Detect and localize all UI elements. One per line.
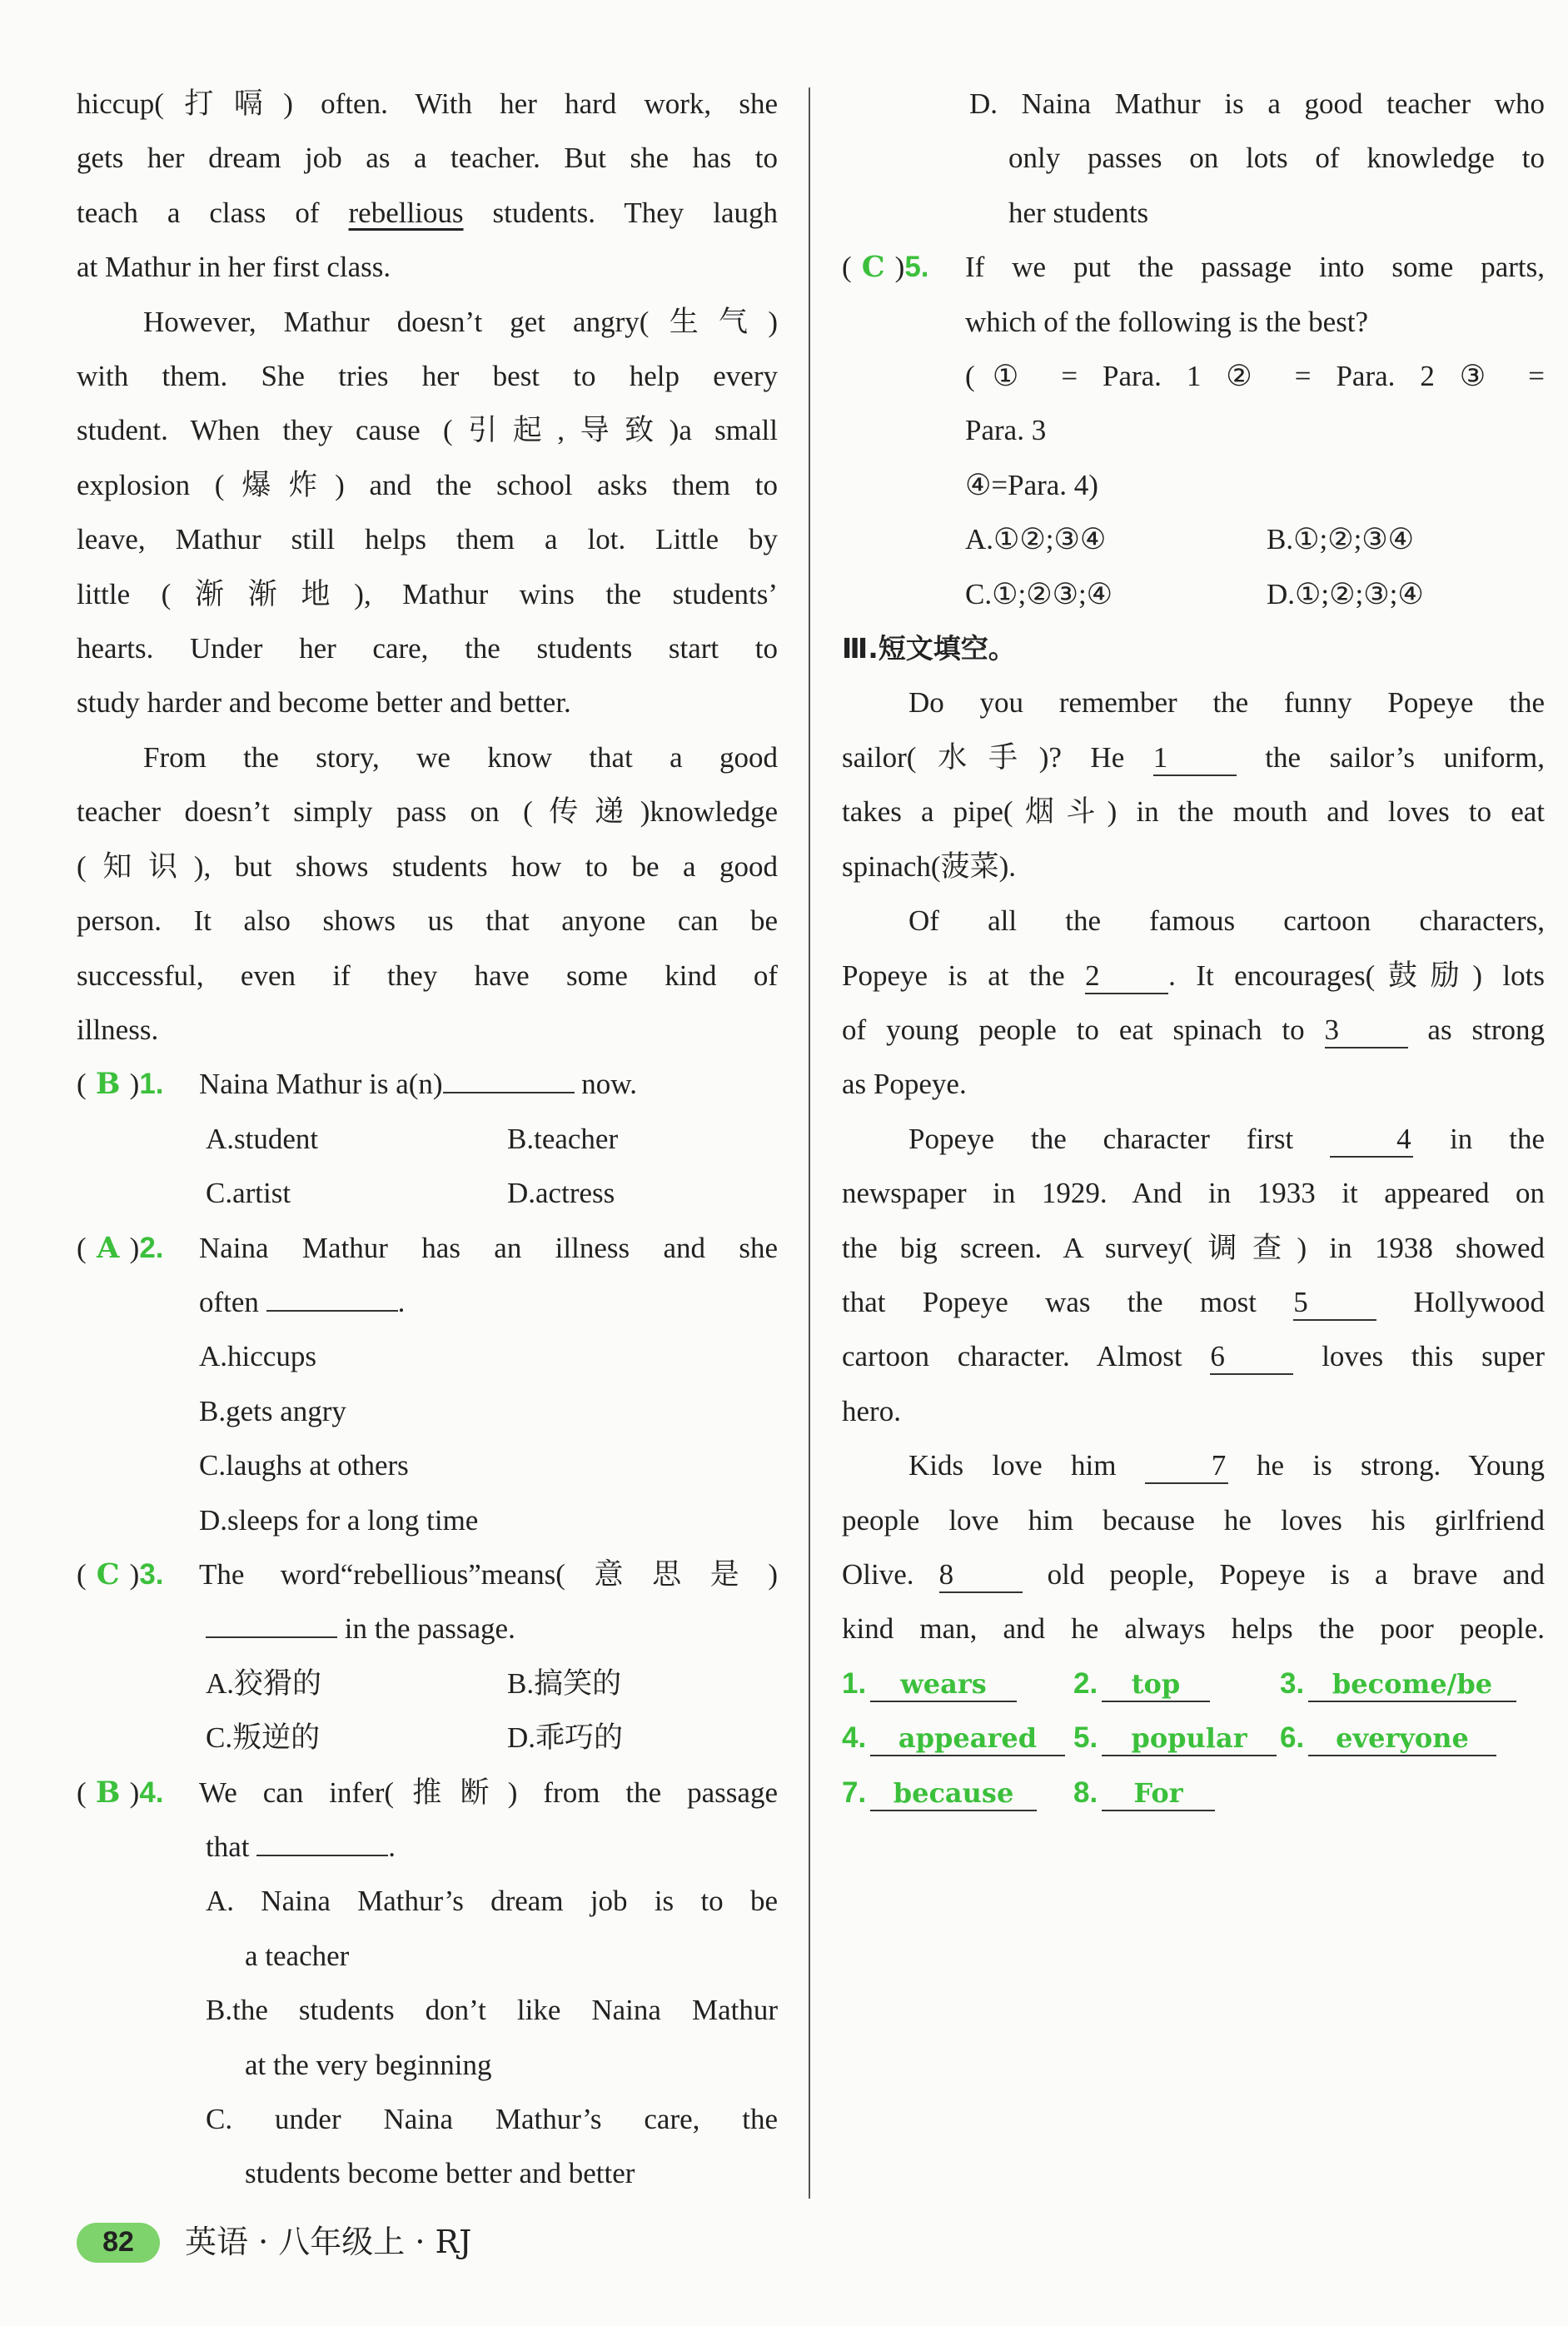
passage-paragraph-1 [77,77,778,295]
text-line: teacher doesn’t simply pass on (传递)knowledge [77,795,778,829]
question-stem [77,1057,778,1111]
question-number: 3. [139,1557,164,1591]
answer-number: 1. [842,1666,867,1700]
options-row [77,1656,778,1711]
option-a: A.狡猾的 [206,1666,322,1700]
answer-letter: C [861,250,885,285]
option-d: D.乖巧的 [507,1721,624,1755]
text-line [842,1003,1545,1057]
option-b: B.the students don’t like Naina Mathur [206,1994,778,2027]
text-line: Of all the famous cartoon characters, [908,904,1545,938]
answer-row [842,1656,1545,1711]
answer-row [842,1766,1545,1820]
cloze-blank-4: 4 [1330,1123,1413,1158]
text-span: sailor(水手)? He [842,740,1153,774]
stem-continued [77,1601,778,1656]
stem-continued [77,1275,778,1329]
text-line: hearts. Under her care, the students start to [77,632,778,665]
option-c-continued: students become better and better [245,2157,635,2190]
text-line: takes a pipe(烟斗) in the mouth and loves to eat [842,795,1545,829]
text-span: Olive. [842,1557,939,1591]
answer-mark: ( C )5. [842,240,965,294]
text-line: study harder and become better and better. [77,686,571,720]
question-5 [842,240,1545,621]
question-number: 1. [139,1068,164,1101]
answer-value: popular [1102,1721,1277,1756]
text-line [842,730,1545,784]
answer-row [842,1711,1545,1765]
option-a: A.student [206,1122,319,1155]
answer-number: 2. [1073,1666,1098,1700]
question-4 [77,1766,778,2201]
cloze-blank-8: 8 [939,1558,1023,1593]
stem-text: We can infer(推断) from the passage [199,1776,778,1809]
text-line [842,949,1545,1003]
text-line: little (渐渐地), Mathur wins the students’ [77,577,778,610]
option-c: C.①;②③;④ [965,577,1113,610]
stem-text [199,1057,778,1111]
text-line [842,1438,1545,1492]
text-line: From the story, we know that a good [143,740,778,774]
text-line: gets her dream job as a teacher. But she has to [77,142,778,175]
text-line [842,1275,1545,1329]
answer-number: 6. [1280,1721,1305,1755]
text-line [842,1329,1545,1383]
text-span: that Popeye was the most [842,1285,1294,1318]
text-span: Popeye the character first [908,1122,1331,1155]
text-line: hiccup(打嗝) often. With her hard work, she [77,87,778,120]
text-line: successful, even if they have some kind of [77,959,778,992]
answer-item [1280,1656,1516,1711]
text-span: Kids love him [908,1449,1145,1482]
text-span: . It encourages(鼓励) lots [1168,959,1545,992]
text-span: as strong [1407,1013,1546,1046]
cloze-paragraph-1 [842,675,1545,894]
question-number: 5. [904,251,929,284]
option-d-continued: her students [1008,196,1149,229]
option-b: B.gets angry [199,1394,346,1427]
answer-item [842,1656,1073,1711]
option-b: B.teacher [507,1122,619,1155]
text-span: cartoon character. Almost [842,1340,1211,1373]
text-line: illness. [77,1013,159,1046]
text-span: Hollywood [1376,1285,1546,1318]
text-span: in the passage. [337,1612,515,1646]
question-4-option-d [842,77,1545,240]
text-span: old people, Popeye is a brave and [1022,1557,1545,1591]
text-span: often [199,1285,259,1318]
question-number: 2. [139,1231,164,1264]
question-3 [77,1547,778,1766]
text-line: (知识), but shows students how to be a good [77,849,778,883]
option-a: A.hiccups [199,1340,316,1373]
option-d: D.①;②;③;④ [1267,577,1424,610]
options-row [842,567,1545,621]
answer-value: appeared [870,1721,1065,1756]
option-b-continued: at the very beginning [245,2048,492,2081]
stem-continued: Para. 3 [965,414,1047,447]
stem-text: If we put the passage into some parts, [965,251,1545,284]
answer-value: top [1102,1667,1210,1702]
option-a-continued: a teacher [245,1939,350,1972]
answer-mark: ( B )1. [77,1057,199,1111]
text-line: with them. She tries her best to help every [77,360,778,393]
underlined-word: rebellious [348,196,464,229]
question-stem [77,1766,778,1820]
text-span: that [206,1830,250,1863]
cloze-paragraph-4 [842,1438,1545,1656]
answer-letter: B [95,1775,121,1810]
book-title: 英语 · 八年级上 · RJ [185,2224,472,2260]
option-c: C.叛逆的 [206,1721,321,1755]
answer-mark: ( A )2. [77,1221,199,1275]
answer-number: 4. [842,1721,867,1755]
answer-mark: ( C )3. [77,1547,199,1601]
text-span: loves this super [1293,1340,1545,1373]
text-span: now. [574,1068,638,1101]
stem-continued: (① = Para. 1 ② = Para. 2 ③ = [965,360,1545,393]
answer-key [842,1656,1545,1820]
cloze-paragraph-2 [842,894,1545,1112]
cloze-paragraph-3 [842,1112,1545,1438]
passage-paragraph-3 [77,730,778,1057]
answer-number: 5. [1073,1721,1098,1755]
column-divider [809,87,810,2199]
text-span: Popeye is at the [842,959,1086,992]
option-d-continued: only passes on lots of knowledge to [1008,142,1545,175]
answer-blank [443,1092,575,1093]
text-span: he is strong. Young [1227,1449,1546,1482]
cloze-blank-1: 1 [1153,741,1237,776]
answer-mark: ( B )4. [77,1766,199,1820]
answer-item [842,1711,1073,1765]
cloze-blank-7: 7 [1145,1449,1228,1484]
text-line [842,1112,1545,1166]
question-2 [77,1221,778,1547]
text-line: at Mathur in her first class. [77,251,391,284]
answer-item [1073,1656,1280,1711]
stem-continued: which of the following is the best? [965,305,1369,338]
option-b: B.搞笑的 [507,1666,622,1700]
text-line: explosion (爆炸) and the school asks them to [77,468,778,501]
options-row [842,512,1545,566]
text-line: leave, Mathur still helps them a lot. Little by [77,523,778,556]
text-line: people love him because he loves his girlfriend [842,1503,1545,1537]
passage-paragraph-2 [77,295,778,730]
option-a: A. Naina Mathur’s dream job is to be [206,1885,778,1918]
option-c: C.laughs at others [199,1449,409,1482]
question-stem [842,240,1545,294]
text-line: the big screen. A survey(调查) in 1938 showed [842,1231,1545,1264]
text-line [77,186,778,240]
answer-item [1280,1711,1496,1765]
text-span: of young people to eat spinach to [842,1013,1325,1046]
question-stem [77,1547,778,1601]
answer-blank [266,1310,398,1312]
option-c: C. under Naina Mathur’s care, the [206,2103,778,2136]
text-line: person. It also shows us that anyone can be [77,904,778,938]
answer-value: because [870,1776,1037,1811]
answer-letter: B [95,1067,121,1102]
option-b: B.①;②;③④ [1267,523,1415,556]
stem-continued [77,1820,778,1874]
answer-number: 3. [1280,1666,1305,1700]
text-line [842,1547,1545,1601]
text-line: However, Mathur doesn’t get angry(生气) [143,305,778,338]
option-a: A.①②;③④ [965,523,1107,556]
options-row [77,1166,778,1220]
stem-text: Naina Mathur has an illness and she [199,1231,778,1264]
cloze-blank-6: 6 [1210,1340,1293,1375]
page-footer [77,2215,471,2269]
right-column [842,77,1545,1820]
page-number: 82 [102,2226,134,2258]
text-line: student. When they cause (引起,导致)a small [77,414,778,447]
answer-item [1073,1766,1215,1820]
answer-item [1073,1711,1280,1765]
question-1 [77,1057,778,1220]
text-span: in the [1413,1122,1545,1155]
question-stem [77,1221,778,1275]
option-d: D.actress [507,1177,615,1210]
text-span: Naina Mathur is a(n) [199,1068,443,1101]
question-number: 4. [139,1776,164,1809]
option-d: D.sleeps for a long time [199,1503,479,1537]
options-row [77,1112,778,1166]
cloze-blank-5: 5 [1293,1286,1376,1321]
text-span: teach a class of [77,196,349,229]
stem-text: The word“rebellious”means(意思是) [199,1557,778,1591]
options-row [77,1711,778,1765]
text-span: students. They laugh [463,196,778,229]
page-number-badge [77,2223,160,2263]
section-heading: Ⅲ.短文填空。 [842,632,1016,665]
text-line: hero. [842,1394,901,1427]
option-c: C.artist [206,1177,291,1210]
answer-letter: A [97,1230,120,1265]
answer-value: For [1102,1776,1215,1811]
cloze-blank-3: 3 [1325,1014,1408,1048]
text-line: Do you remember the funny Popeye the [908,686,1545,720]
answer-letter: C [96,1556,120,1591]
option-d: D. Naina Mathur is a good teacher who [969,87,1545,120]
text-line: newspaper in 1929. And in 1933 it appeared on [842,1177,1545,1210]
answer-number: 7. [842,1776,867,1809]
text-span: . [388,1830,396,1863]
text-line: spinach(菠菜). [842,849,1016,883]
stem-continued: ④=Para. 4) [965,468,1098,501]
answer-value: become/be [1308,1667,1516,1702]
answer-number: 8. [1073,1776,1098,1809]
answer-blank [256,1855,388,1856]
text-line: kind man, and he always helps the poor people. [842,1612,1545,1646]
left-column [77,77,778,2201]
text-span: . [397,1285,406,1318]
answer-blank [206,1636,337,1638]
answer-value: everyone [1308,1721,1496,1756]
text-line: as Popeye. [842,1068,967,1101]
answer-value: wears [870,1667,1017,1702]
cloze-blank-2: 2 [1085,959,1168,994]
text-span: the sailor’s uniform, [1236,740,1545,774]
answer-item [842,1766,1073,1820]
